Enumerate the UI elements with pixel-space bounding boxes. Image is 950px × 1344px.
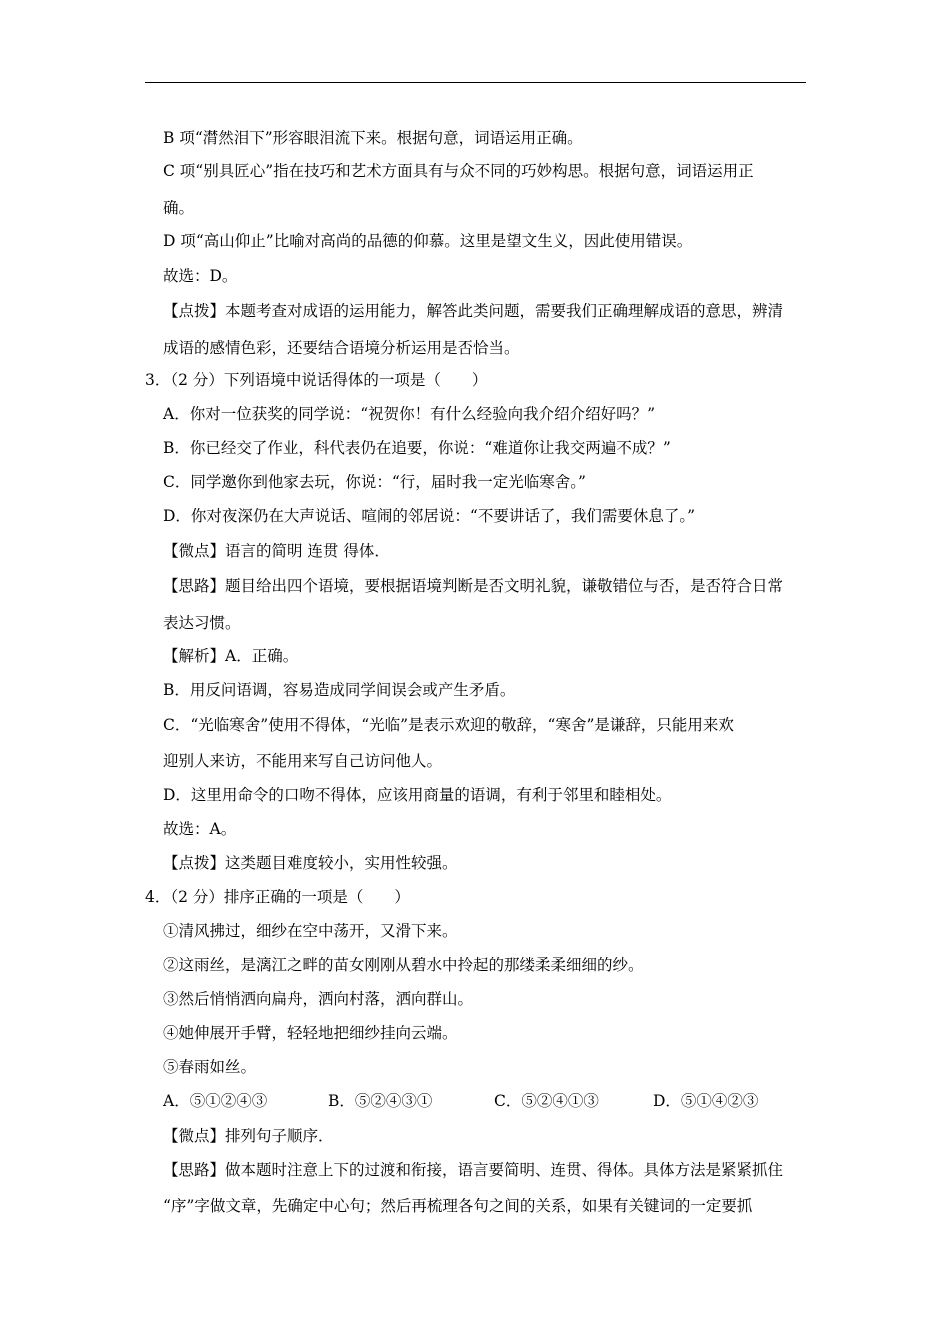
- sentence-5: ⑤春雨如丝。: [163, 1058, 257, 1076]
- sentence-3: ③然后悄悄洒向扁舟，洒向村落，洒向群山。: [163, 990, 474, 1008]
- question-4-option-c: C．⑤②④①③: [494, 1092, 599, 1110]
- analysis-q3-a: 【解析】A．正确。: [163, 647, 299, 665]
- answer-q2: 故选：D。: [163, 267, 238, 285]
- sentence-4: ④她伸展开手臂，轻轻地把细纱挂向云端。: [163, 1024, 458, 1042]
- analysis-q3-c-line2: 迎别人来访，不能用来写自己访问他人。: [163, 752, 443, 770]
- analysis-q3-b: B．用反问语调，容易造成同学间误会或产生矛盾。: [163, 681, 516, 699]
- explanation-b: B 项“潸然泪下”形容眼泪流下来。根据句意，词语运用正确。: [163, 129, 583, 147]
- question-4-option-d: D．⑤①④②③: [653, 1092, 759, 1110]
- tip-q2-line2: 成语的感情色彩，还要结合语境分析运用是否恰当。: [163, 339, 520, 357]
- approach-q3-line2: 表达习惯。: [163, 614, 241, 632]
- micro-point-q4: 【微点】排列句子顺序．: [163, 1127, 334, 1145]
- explanation-d: D 项“高山仰止”比喻对高尚的品德的仰慕。这里是望文生义，因此使用错误。: [163, 232, 693, 250]
- question-3-option-a: A．你对一位获奖的同学说：“祝贺你！有什么经验向我介绍介绍好吗？”: [163, 405, 656, 423]
- tip-q3: 【点拨】这类题目难度较小，实用性较强。: [163, 854, 458, 872]
- question-4-stem: 4．（2 分）排序正确的一项是（ ）: [145, 888, 410, 906]
- explanation-c-line1: C 项“别具匠心”指在技巧和艺术方面具有与众不同的巧妙构思。根据句意，词语运用正: [163, 162, 754, 180]
- approach-q3-line1: 【思路】题目给出四个语境，要根据语境判断是否文明礼貌，谦敬错位与否，是否符合日常: [163, 577, 784, 595]
- analysis-q3-c-line1: C．“光临寒舍”使用不得体，“光临”是表示欢迎的敬辞，“寒舍”是谦辞，只能用来欢: [163, 716, 734, 734]
- sentence-2: ②这雨丝，是漓江之畔的苗女刚刚从碧水中拎起的那缕柔柔细细的纱。: [163, 956, 644, 974]
- question-3-option-c: C．同学邀你到他家去玩，你说：“行，届时我一定光临寒舍。”: [163, 473, 586, 491]
- approach-q4-line2: “序”字做文章，先确定中心句；然后再梳理各句之间的关系，如果有关键词的一定要抓: [163, 1197, 753, 1215]
- analysis-q3-d: D．这里用命令的口吻不得体，应该用商量的语调，有利于邻里和睦相处。: [163, 786, 672, 804]
- question-4-option-a: A．⑤①②④③: [163, 1092, 268, 1110]
- answer-q3: 故选：A。: [163, 820, 237, 838]
- question-3-stem: 3．（2 分）下列语境中说话得体的一项是（ ）: [145, 371, 488, 389]
- question-3-option-d: D．你对夜深仍在大声说话、喧闹的邻居说：“不要讲话了，我们需要休息了。”: [163, 507, 696, 525]
- header-rule: [145, 82, 806, 83]
- micro-point-q3: 【微点】语言的简明 连贯 得体．: [163, 542, 390, 560]
- approach-q4-line1: 【思路】做本题时注意上下的过渡和衔接，语言要简明、连贯、得体。具体方法是紧紧抓住: [163, 1161, 784, 1179]
- explanation-c-line2: 确。: [163, 199, 195, 217]
- sentence-1: ①清风拂过，细纱在空中荡开，又滑下来。: [163, 922, 458, 940]
- tip-q2-line1: 【点拨】本题考查对成语的运用能力，解答此类问题，需要我们正确理解成语的意思，辨清: [163, 302, 784, 320]
- question-4-option-b: B．⑤②④③①: [328, 1092, 433, 1110]
- question-3-option-b: B．你已经交了作业，科代表仍在追要，你说：“难道你让我交两遍不成？”: [163, 439, 671, 457]
